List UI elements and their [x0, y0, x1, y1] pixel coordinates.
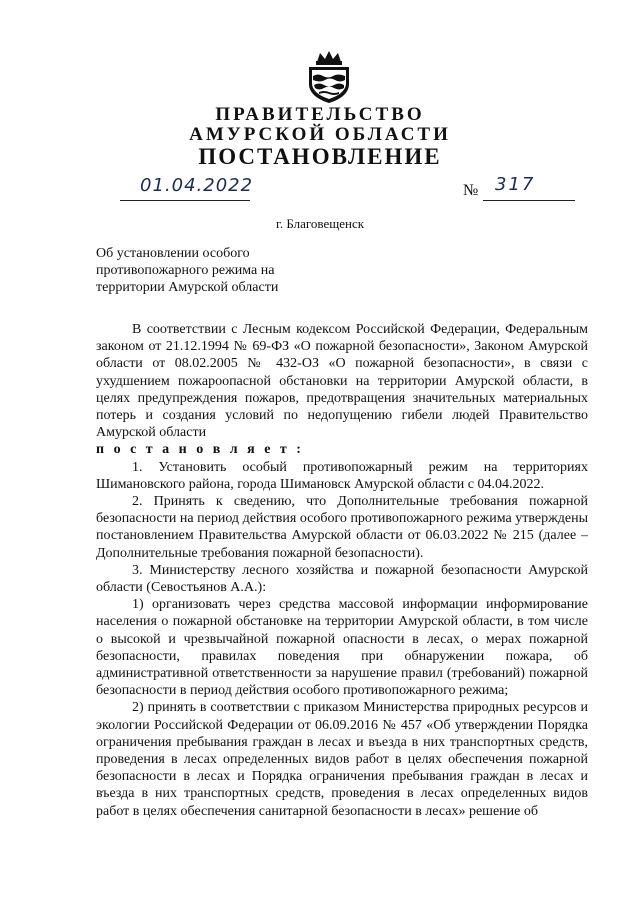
city-line: г. Благовещенск [275, 216, 365, 231]
act-type-title: ПОСТАНОВЛЕНИЕ [198, 144, 442, 169]
subitem-paragraph: 2) принять в соответствии с приказом Министерства природных ресурсов и экологии Российской Федерации от 06.09.2016 № 457 «Об утверждении Порядка ограничения пребывания граждан в лесах и въезда в них транспортных средств, проведения в лесах определенных видов работ в целях обеспечения пожарной безопасности в лесах и Порядка ограничения пребывания граждан в лесах и въезда в них транспортных средств, проведения в лесах определенных видов работ в целях обеспечения санитарной безопасности в лесах» решение об [96, 700, 588, 819]
number-sign: № [463, 182, 479, 199]
item-paragraph: 1. Установить особый противопожарный режим на территориях Шимановского района, города Шимановск Амурской области с 04.04.2022. [96, 459, 588, 492]
document-body [96, 321, 588, 820]
coat-of-arms-icon [301, 48, 357, 104]
item-paragraph: 3. Министерству лесного хозяйства и пожарной безопасности Амурской области (Севостьянов А.А.): [96, 562, 588, 596]
resolves-line: п о с т а н о в л я е т : [96, 442, 304, 458]
document-subject: Об установлении особого противопожарного режима на территории Амурской области [96, 246, 279, 295]
preamble-paragraph: В соответствии с Лесным кодексом Российской Федерации, Федеральным законом от 21.12.1994 № 69-ФЗ «О пожарной безопасности», Законом Амурской области от 08.02.2005 № 432-ОЗ «О пожарной безопасности», в связи с ухудшением пожароопасной обстановки на территории Амурской области, в целях предупреждения пожаров, предотвращения значительных материальных потерь и создания условий по недопущению гибели людей Правительство Амурской области [96, 322, 588, 441]
subitem-paragraph: 1) организовать через средства массовой информации информирование населения о пожарной обстановке на территории Амурской области, в том числе о высокой и чрезвычайной пожарной опасности в лесах, о мерах пожарной безопасности, правилах поведения при обнаружении пожара, об административной ответственности за нарушение правил (требований) пожарной безопасности в период действия особого противопожарного режима; [96, 597, 588, 699]
document-number: 317 [495, 174, 536, 195]
government-title: ПРАВИТЕЛЬСТВО [215, 104, 425, 125]
document-date: 01.04.2022 [140, 175, 254, 196]
region-title: АМУРСКОЙ ОБЛАСТИ [189, 124, 451, 145]
item-paragraph: 2. Принять к сведению, что Дополнительные требования пожарной безопасности на период действия особого противопожарного режима утверждены постановлением Правительства Амурской области от 06.03.2022 № 215 (далее – Дополнительные требования пожарной безопасности). [96, 494, 588, 561]
